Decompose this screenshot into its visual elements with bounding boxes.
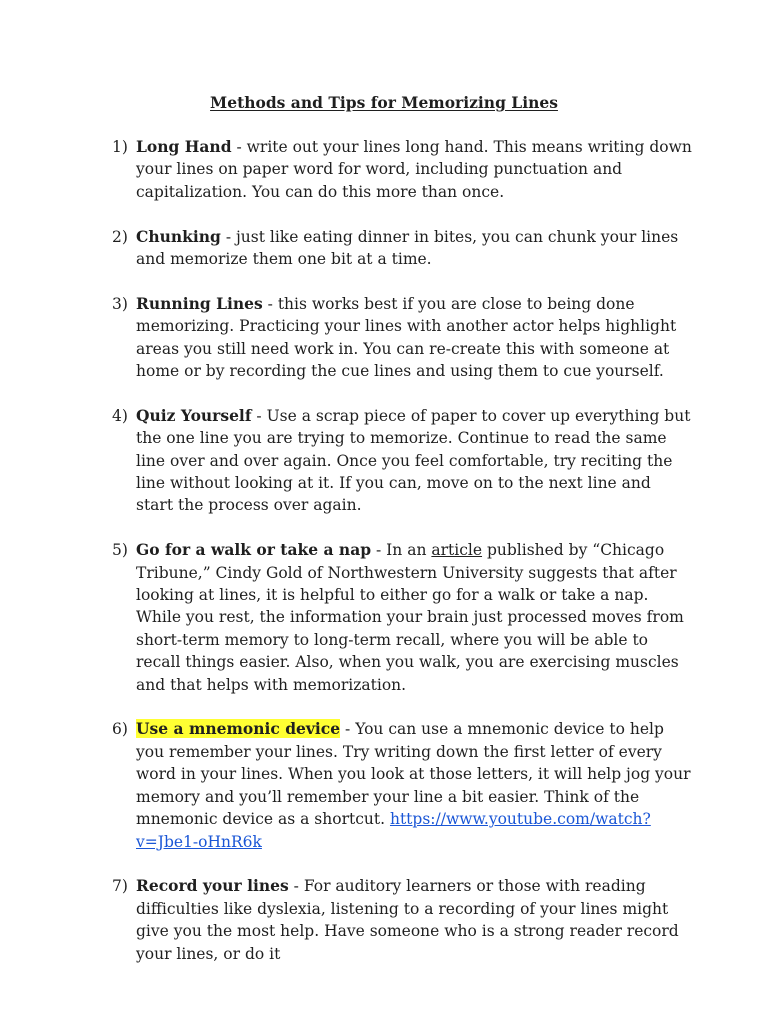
item-term-highlighted: Use a mnemonic device	[136, 719, 341, 739]
item-term: Quiz Yourself	[136, 405, 252, 425]
item-text: - write out your lines long hand. This means writing down your lines on paper word for word, including punctuation and capitalization. You can do this more than once.	[136, 138, 692, 201]
tips-list	[112, 136, 692, 987]
item-term: Chunking	[136, 226, 221, 246]
item-term: Running Lines	[136, 293, 263, 313]
item-term: Record your lines	[136, 876, 289, 896]
list-item	[112, 718, 692, 852]
list-item	[112, 405, 692, 517]
item-text: - this works best if you are close to being done memorizing. Practicing your lines with another actor helps highlight areas you still need work in. You can re-create this with someone at home or by recording the cue lines and using them to cue yourself.	[136, 294, 677, 381]
item-number: 6)	[112, 720, 128, 739]
page-title: Methods and Tips for Memorizing Lines	[210, 93, 558, 112]
item-text-before: - In an	[371, 541, 432, 560]
item-number: 2)	[112, 227, 128, 246]
list-item	[112, 539, 692, 696]
item-text-after: published by “Chicago Tribune,” Cindy Gold of Northwestern University suggests that after looking at lines, it is helpful to either go for a walk or take a nap. While you rest, the information your brain just processed moves from short-term memory to long-term recall, where you will be able to recall things easier. Also, when you walk, you are exercising muscles and that helps with memorization.	[136, 541, 684, 694]
item-term: Go for a walk or take a nap	[136, 540, 372, 560]
youtube-link[interactable]: https://www.youtube.com/watch?v=Jbe1-oHnR6k	[136, 810, 651, 851]
item-number: 4)	[112, 406, 128, 425]
item-number: 5)	[112, 541, 128, 560]
list-item	[112, 875, 692, 965]
list-item	[112, 136, 692, 203]
item-text: - You can use a mnemonic device to help you remember your lines. Try writing down the first letter of every word in your lines. When you look at those letters, it will help jog your memory and you’ll remember your line a bit easier. Think of the mnemonic device as a shortcut.	[136, 720, 691, 829]
item-text: - For auditory learners or those with reading difficulties like dyslexia, listening to a recording of your lines might give you the most help. Have someone who is a strong reader record your lines, or do it	[136, 877, 679, 963]
item-text: - Use a scrap piece of paper to cover up everything but the one line you are trying to memorize. Continue to read the same line over and over again. Once you feel comfortable, try reciting the line without looking at it. If you can, move on to the next line and start the process over again.	[136, 406, 691, 515]
list-item	[112, 226, 692, 271]
article-link[interactable]: article	[431, 541, 483, 560]
item-term: Long Hand	[136, 137, 232, 156]
item-number: 7)	[112, 877, 128, 896]
item-text: - just like eating dinner in bites, you can chunk your lines and memorize them one bit at a time.	[136, 227, 679, 269]
item-number: 3)	[112, 294, 128, 313]
list-item	[112, 293, 692, 383]
item-number: 1)	[112, 138, 128, 156]
